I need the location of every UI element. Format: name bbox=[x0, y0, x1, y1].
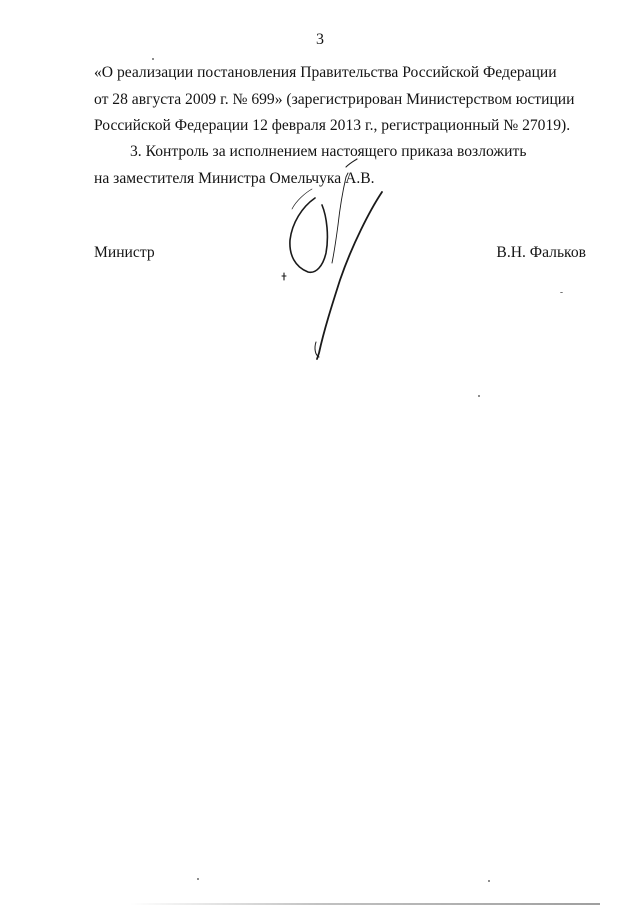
signatory-name: В.Н. Фальков bbox=[496, 244, 586, 261]
paragraph-line: на заместителя Министра Омельчука А.В. bbox=[94, 169, 375, 187]
paragraph-line: «О реализации постановления Правительства Российской Федерации bbox=[94, 64, 557, 81]
scan-speck bbox=[152, 58, 154, 60]
scan-speck bbox=[197, 878, 199, 880]
signature-stroke bbox=[346, 159, 357, 167]
paragraph-line: Российской Федерации 12 февраля 2013 г., регистрационный № 27019). bbox=[94, 117, 571, 134]
signature-stroke bbox=[332, 173, 348, 263]
paragraph-continuation bbox=[94, 60, 586, 140]
signatory-role: Министр bbox=[94, 244, 155, 261]
handwritten-signature bbox=[250, 145, 400, 370]
paragraph-line: 3. Контроль за исполнением настоящего приказа возложить bbox=[130, 143, 527, 160]
paragraph-line: от 28 августа 2009 г. № 699» (зарегистрирован Министерством юстиции bbox=[94, 90, 575, 108]
scan-speck bbox=[478, 395, 480, 397]
signature-stroke bbox=[282, 273, 286, 280]
signature-stroke bbox=[290, 198, 328, 272]
signature-stroke bbox=[292, 189, 312, 209]
signature-stroke bbox=[317, 192, 382, 359]
scan-speck bbox=[488, 880, 490, 882]
scan-speck bbox=[560, 292, 563, 293]
page-number: 3 bbox=[316, 31, 324, 48]
